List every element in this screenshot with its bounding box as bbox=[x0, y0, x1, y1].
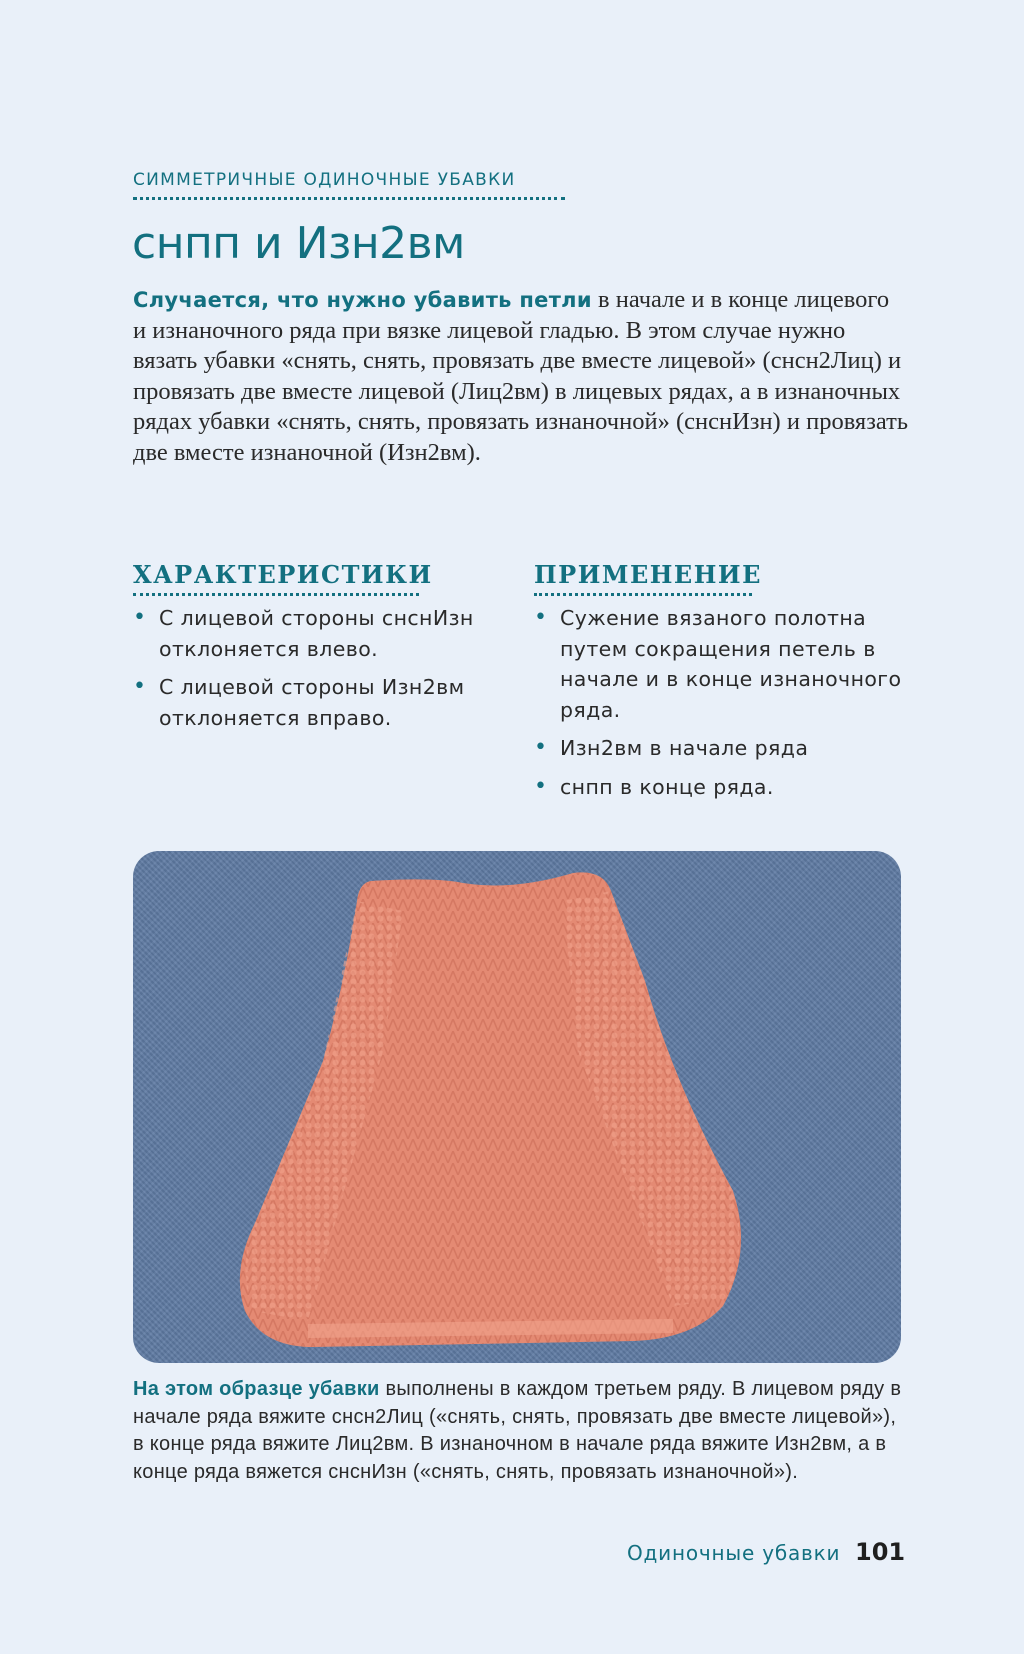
list-item-text: С лицевой стороны Изн2вм отклоняется вправо. bbox=[159, 675, 465, 730]
page-title: снпп и Изн2вм bbox=[132, 218, 465, 269]
list-item-text: Сужение вязаного полотна путем сокращения петель в начале и в конце изнаночного ряда. bbox=[560, 606, 902, 722]
bullet-icon: • bbox=[534, 773, 548, 799]
characteristics-underline bbox=[133, 593, 419, 596]
application-heading: ПРИМЕНЕНИЕ bbox=[534, 560, 762, 589]
page-number: 101 bbox=[855, 1538, 906, 1566]
list-item-text: С лицевой стороны снснИзн отклоняется влево. bbox=[159, 606, 474, 661]
list-item bbox=[534, 772, 904, 803]
list-item-text: снпп в конце ряда. bbox=[560, 774, 774, 799]
footer-section-name: Одиночные убавки bbox=[627, 1541, 841, 1565]
section-kicker: СИММЕТРИЧНЫЕ ОДИНОЧНЫЕ УБАВКИ bbox=[133, 170, 516, 190]
application-list bbox=[534, 603, 904, 810]
list-item bbox=[133, 603, 493, 664]
knitted-swatch-illustration bbox=[133, 851, 901, 1363]
swatch-photo bbox=[133, 851, 901, 1363]
lead-text: в начале и в конце лицевого и изнаночного ряда при вязке лицевой гладью. В этом случае нужно вязать убавки «снять, снять, провязать две вместе лицевой» (снсн2Лиц) и провязать две вместе лицевой (Лиц2вм) в лицевых рядах, а в изнаночных рядах убавки «снять, снять, провязать изнаночной» (снснИзн) и провязать две вместе изнаночной (Изн2вм). bbox=[133, 286, 909, 466]
bullet-icon: • bbox=[133, 674, 147, 699]
bullet-icon: • bbox=[133, 605, 147, 630]
bullet-icon: • bbox=[534, 735, 548, 760]
bullet-icon: • bbox=[534, 605, 548, 630]
characteristics-heading: ХАРАКТЕРИСТИКИ bbox=[133, 560, 433, 589]
list-item-text: Изн2вм в начале ряда bbox=[560, 736, 809, 760]
lead-paragraph bbox=[133, 285, 908, 469]
list-item bbox=[534, 733, 904, 764]
kicker-underline bbox=[133, 197, 565, 200]
application-underline bbox=[534, 593, 752, 596]
caption-bold: На этом образце убавки bbox=[133, 1378, 380, 1400]
list-item bbox=[534, 603, 904, 725]
photo-caption bbox=[133, 1376, 903, 1486]
list-item bbox=[133, 672, 493, 733]
lead-bold: Случается, что нужно убавить петли bbox=[133, 288, 592, 312]
caption-text: выполнены в каждом третьем ряду. В лицевом ряду в начале ряда вяжите снсн2Лиц («снять, снять, провязать две вместе лицевой»), в конце ряда вяжите Лиц2вм. В изнаночном в начале ряда вяжите Изн2вм, а в конце ряда вяжется снснИзн («снять, снять, провязать изнаночной»). bbox=[133, 1378, 902, 1483]
characteristics-list bbox=[133, 603, 493, 741]
